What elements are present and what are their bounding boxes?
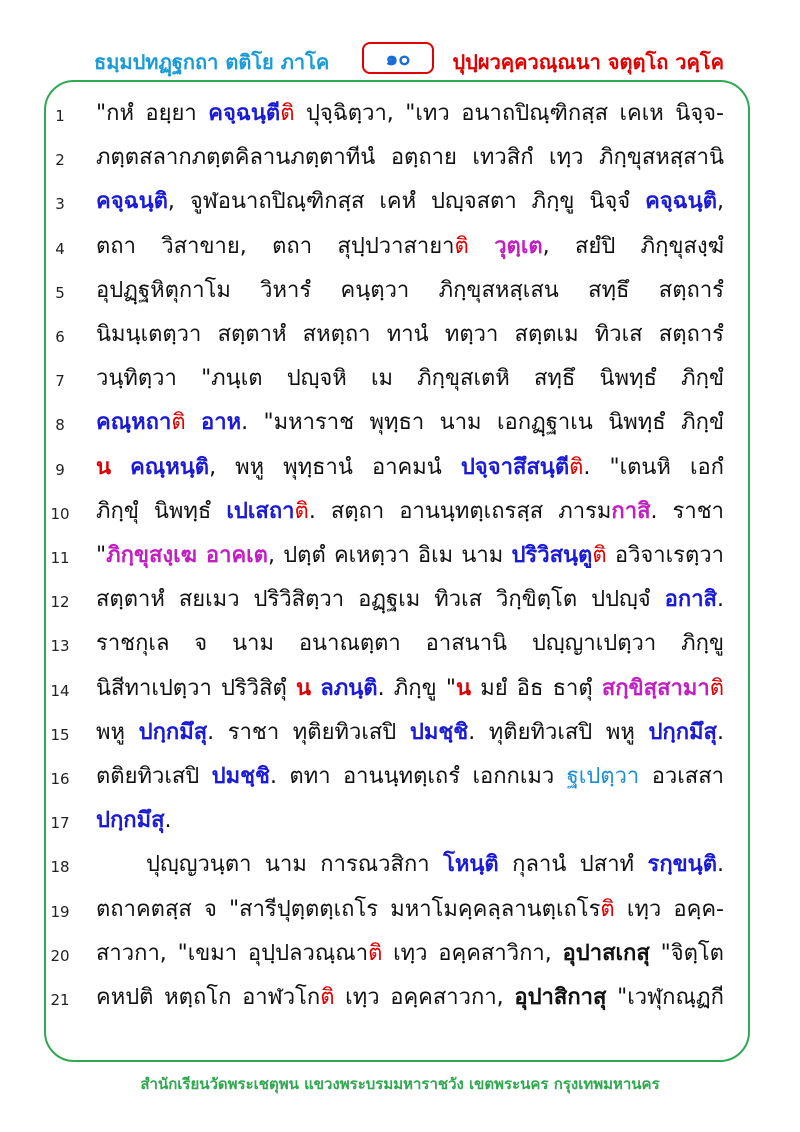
text-segment: ภตฺตสลากภตฺตคิลานภตฺตาทีนํ อตฺถาย เทวสิกํ เทฺว ภิกฺขุสหสฺสานิ [96,145,724,171]
text-segment: . ตทา อานนฺทตฺเถรํ เอกกเมว [270,764,567,789]
text-line [0,491,800,535]
text-segment [111,455,130,480]
line-number: 13 [50,637,70,656]
line-number: 17 [50,814,70,833]
text-segment: วนฺทิตฺวา "ภนฺเต ปญฺจหิ เม ภิกฺขุสเตหิ สทฺธึ นิพทฺธํ ภิกฺขํ [96,366,724,392]
highlighted-word: ปริวิสนฺตู [511,543,593,568]
text-line [0,226,800,270]
page-footer: สำนักเรียนวัดพระเชตุพน แขวงพระบรมมหาราชวัง เขตพระนคร กรุงเทพมหานคร [140,1075,660,1093]
book-title: ธมฺมปทฏฺฐกถา ตติโย ภาโค [94,50,330,74]
line-text [96,674,724,704]
text-segment: ตติยทิวเสปิ [96,764,212,789]
text-segment: นิมนฺเตตฺวา สตฺตาหํ สหตฺถา ทานํ ทตฺวา สตฺตเม ทิวเส สตฺถารํ [96,322,724,347]
page-header [0,38,800,78]
text-segment: เทฺว อคฺคสาวกา, [334,985,515,1010]
highlighted-word: รกฺขนฺติ [647,852,718,878]
highlighted-word: ติ [569,454,584,480]
highlighted-word: ปกฺกมึสุ [648,719,717,745]
text-segment: , จูฬอนาถปิณฺฑิกสฺส เคหํ ปญฺจสตา ภิกฺขู นิจฺจํ [167,189,646,215]
highlighted-word: ปมชฺชิ [409,719,469,745]
highlighted-word: ติ [320,985,335,1010]
text-line [0,889,800,933]
text-line [0,933,800,977]
text-line [0,756,800,800]
highlighted-word: ติ [600,896,615,922]
line-number: 9 [55,460,65,479]
line-text [96,408,724,438]
text-segment: สาวกา, "เขมา อุปฺปลวณฺณา [96,940,369,966]
line-number: 11 [50,549,70,567]
highlighted-word: เปเสถา [226,498,295,524]
line-number: 16 [50,770,70,788]
text-line [0,447,800,491]
text-segment: . ทุติยทิวเสปิ พหู [468,719,649,745]
text-segment: . สตฺถา อานนฺทตฺเถรสฺส ภารม [308,498,612,524]
line-number: 19 [50,902,70,921]
line-number: 14 [50,681,70,700]
text-segment: , [717,189,724,215]
line-text [96,806,724,836]
highlighted-word: น [296,675,312,701]
text-line [0,844,800,888]
highlighted-word: ปกฺกมึสุ [96,808,165,834]
text-line [0,358,800,402]
text-segment: "จิตฺโต [649,940,724,966]
text-segment: อวิจาเรตฺวา [606,543,724,568]
line-number: 2 [55,151,65,170]
highlighted-word: โหนฺติ [443,852,499,878]
text-line [0,579,800,623]
line-number: 1 [55,107,65,125]
highlighted-word: ติ [294,498,309,524]
chapter-title: ปุปฺผวคฺควณฺณนา จตุตฺโถ วคฺโค [452,50,724,74]
line-text [96,320,724,350]
text-segment: มยํ อิธ ธาตุํ [471,675,602,701]
highlighted-word: กาสิ [611,498,651,524]
text-segment [311,676,320,701]
line-text [96,99,724,129]
text-segment: . ภิกฺขู " [377,675,456,701]
text-line [0,668,800,712]
text-segment: , ปตฺตํ คเหตฺวา อิเม นาม [267,543,512,568]
line-number: 5 [55,283,65,302]
line-number: 12 [50,593,70,612]
text-segment: กุลานํ ปสาทํ [498,852,648,878]
text-segment: . "เตนหิ เอกํ [583,454,724,480]
line-text [96,939,724,969]
highlighted-word: คณฺหถา [96,410,172,436]
text-segment: . ราชา ทุติยทิวเสปิ [207,719,410,745]
highlighted-word: ปกฺกมึสุ [138,719,208,745]
text-line [0,712,800,756]
highlighted-word: สกฺขิสฺสามา [601,675,710,701]
text-segment: เทฺว อคฺคสาวิกา, [382,940,563,966]
line-text [96,718,724,748]
line-number: 8 [55,416,65,435]
line-text [96,187,724,217]
text-segment: ปุจฺฉิตฺวา, "เทว อนาถปิณฺฑิกสฺส เคเห นิจฺจ- [294,101,724,126]
text-segment: , พหู พุทฺธานํ อาคมนํ [209,454,461,480]
text-segment: . "มหาราช พุทฺธา นาม เอกฏฺฐาเน นิพทฺธํ ภิกฺขํ [241,410,724,436]
line-text [146,850,724,880]
text-segment [186,410,201,435]
highlighted-word: คจฺฉนฺติ [645,189,717,215]
line-number: 18 [50,858,70,877]
text-segment: . [717,852,724,878]
line-text [96,585,724,615]
text-segment: ตถา วิสาขาย, ตถา สุปฺปวาสายา [96,233,455,259]
text-segment: เทฺว อคฺค- [614,896,724,922]
highlighted-word: ปจฺจาสึสนฺตี [460,454,570,480]
line-number: 10 [50,504,70,523]
line-number: 6 [55,328,65,346]
highlighted-word: วุตฺเต [494,233,543,259]
text-segment: อวเสสา [639,764,724,789]
line-number: 3 [55,195,65,214]
highlighted-word: ติ [709,675,724,701]
text-segment: "กหํ อยฺยา [96,101,209,126]
line-text [96,541,724,571]
highlighted-word: ภิกฺขุสงฺเฆ อาคเต [106,543,268,568]
text-segment: "เวฬุกณฺฏกี [606,985,724,1010]
highlighted-word: น [455,675,471,701]
text-segment: . ราชา [650,498,724,524]
highlighted-word: คณฺหนฺติ [130,454,210,480]
line-text [96,453,724,483]
text-segment: สตฺตาหํ สยเมว ปริวิสิตฺวา อฏฺฐเม ทิวเส วิกฺขิตฺโต ปปญฺจํ [96,587,665,613]
line-text [96,762,724,792]
highlighted-word: อาห [201,410,242,436]
highlighted-word: คจฺฉนฺติ [96,189,168,215]
text-segment: อุปฏฺฐหิตุกาโม วิหารํ คนฺตฺวา ภิกฺขุสหสฺเสน สทฺธึ สตฺถารํ [96,277,724,303]
line-text [96,629,724,659]
text-line [0,270,800,314]
line-text [96,232,724,262]
highlighted-word: ติ [171,410,186,436]
text-segment: . [717,719,724,745]
text-line [0,137,800,181]
highlighted-word: น [96,454,112,480]
line-number: 21 [50,991,70,1009]
highlighted-word: ติ [368,940,383,966]
text-segment [469,234,494,259]
text-line [0,800,800,844]
text-line [0,181,800,225]
highlighted-word: อกาสิ [664,587,717,613]
text-line [0,93,800,137]
text-segment: นิสีทาเปตฺวา ปริวิสิตุํ [96,675,297,701]
line-text [96,895,724,925]
text-segment: ตถาคตสฺส จ "สารีปุตฺตตฺเถโร มหาโมคฺคลฺลานตฺเถโร [96,896,601,922]
line-text [96,364,724,394]
highlighted-word: คจฺฉนฺตี [208,101,281,126]
line-number: 4 [55,239,65,258]
highlighted-word: ลภนฺติ [320,675,378,701]
text-segment: พหู [96,719,139,745]
highlighted-word: ติ [454,233,469,259]
text-segment: ภิกฺขุํ นิพทฺธํ [96,498,227,524]
text-segment: . [717,587,724,613]
text-segment: " [96,543,107,568]
line-number: 20 [50,946,70,965]
text-segment: , สยํปิ ภิกฺขุสงฺฆํ [542,233,724,259]
text-line [0,314,800,358]
highlighted-word: ติ [592,543,607,568]
highlighted-word: ปมชฺชิ [211,764,270,789]
line-number: 15 [50,725,70,744]
highlighted-word: อุปาสเกสุ [562,940,650,966]
line-text [96,276,724,306]
text-segment: ปุญฺญวนฺตา นาม การณวสิกา [146,852,444,878]
text-line [0,623,800,667]
text-line [0,402,800,446]
page-number: ๑๐ [362,42,434,74]
highlighted-word: ติ [280,101,295,126]
text-segment: . [164,808,172,834]
line-text [96,143,724,173]
line-text [96,983,724,1013]
text-segment: ราชกุเล จ นาม อนาณตฺตา อาสนานิ ปญฺญาเปตฺวา ภิกฺขู [96,631,724,657]
text-line [0,535,800,579]
highlighted-word: อุปาสิกาสุ [514,985,607,1010]
text-segment: คหปติ หตฺถโก อาฬวโก [96,985,321,1010]
line-text [96,497,724,527]
line-number: 7 [55,372,65,391]
text-line [0,977,800,1021]
highlighted-word: ฐเปตฺวา [566,764,640,789]
